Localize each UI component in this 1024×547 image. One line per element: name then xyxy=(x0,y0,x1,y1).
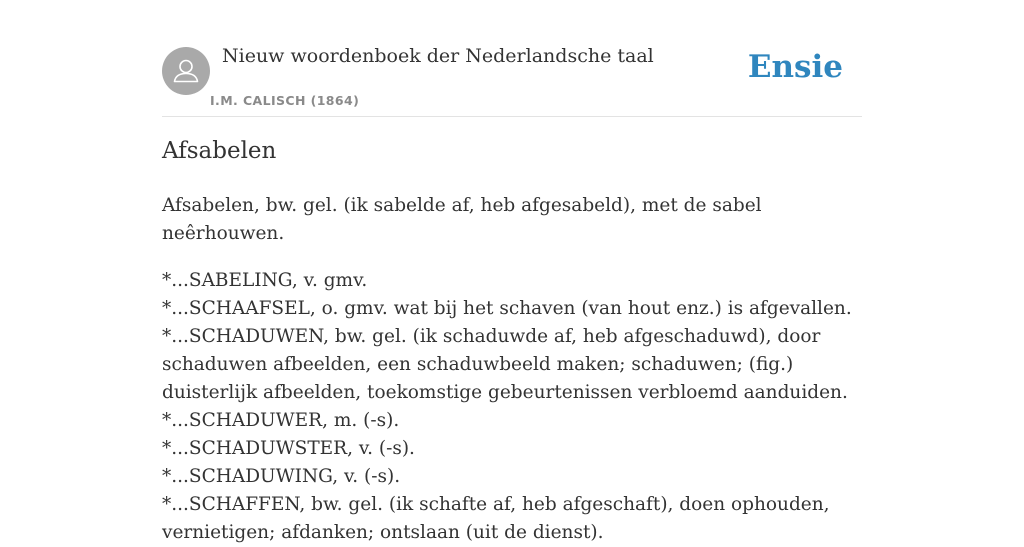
book-title[interactable]: Nieuw woordenboek der Nederlandsche taal xyxy=(222,45,654,67)
entry-line: *...SCHAAFSEL, o. gmv. wat bij het schaven (van hout enz.) is afgevallen. xyxy=(162,298,852,319)
entry-line: *...SCHADUWING, v. (-s). xyxy=(162,466,401,487)
source-header xyxy=(162,0,862,117)
article-body xyxy=(162,192,862,547)
entry-line: *...SCHAFFEN, bw. gel. (ik schafte af, heb afgeschaft), doen ophouden, vernietigen; afdanken; ontslaan (uit de dienst). xyxy=(162,494,830,543)
definition-text: Afsabelen, bw. gel. (ik sabelde af, heb afgesabeld), met de sabel neêrhouwen. xyxy=(162,195,762,244)
entry-line: *...SCHADUWSTER, v. (-s). xyxy=(162,438,415,459)
entry-line: *...SABELING, v. gmv. xyxy=(162,270,368,291)
person-outline-icon xyxy=(162,47,210,95)
user-avatar-icon[interactable] xyxy=(162,47,210,95)
ensie-logo[interactable]: Ensie xyxy=(747,49,843,85)
entry-line: *...SCHADUWEN, bw. gel. (ik schaduwde af, heb afgeschaduwd), door schaduwen afbeelden, een schaduwbeeld maken; schaduwen; (fig.) duisterlijk afbeelden, toekomstige gebeurtenissen verbloemd aanduiden. xyxy=(162,326,848,403)
author-label[interactable]: I.M. CALISCH (1864) xyxy=(210,93,360,108)
entry-line: *...SCHADUWER, m. (-s). xyxy=(162,410,400,431)
page-title: Afsabelen xyxy=(162,138,277,164)
